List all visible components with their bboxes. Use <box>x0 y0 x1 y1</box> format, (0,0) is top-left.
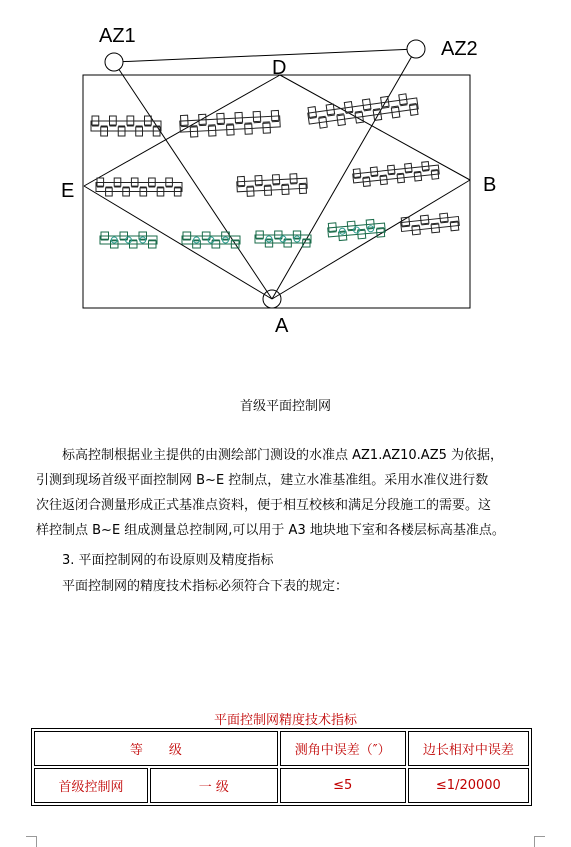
header-angle-error: 测角中误差（″） <box>280 731 406 766</box>
page-corner-mark <box>26 836 37 847</box>
building-footprint <box>182 232 240 248</box>
cell-angle: ≤5 <box>280 768 406 803</box>
cell-side: ≤1/20000 <box>408 768 529 803</box>
header-side-error: 边长相对中误差 <box>408 731 529 766</box>
section-heading: 3. 平面控制网的布设原则及精度指标 <box>62 548 540 573</box>
building-footprints <box>91 92 460 248</box>
point-az1-marker <box>105 53 123 71</box>
building-footprint <box>91 116 161 136</box>
label-e: E <box>61 180 74 202</box>
paragraph-precision-intro: 平面控制网的精度技术指标必须符合下表的规定： <box>62 574 540 599</box>
building-footprint <box>400 212 460 236</box>
cell-level: 一 级 <box>150 768 278 803</box>
building-footprint <box>327 219 385 242</box>
table-title: 平面控制网精度技术指标 <box>0 709 571 728</box>
label-az1: AZ1 <box>99 25 136 47</box>
page-corner-mark <box>534 836 545 847</box>
table-row <box>34 768 529 803</box>
building-footprint <box>352 161 439 188</box>
label-az2: AZ2 <box>441 38 478 60</box>
building-footprint <box>307 92 419 129</box>
paragraph-level-control <box>62 443 540 543</box>
header-grade: 等 级 <box>34 731 278 766</box>
point-az2-marker <box>407 40 425 58</box>
building-footprint <box>237 173 308 197</box>
table-header-row <box>34 731 529 766</box>
label-b: B <box>483 174 496 196</box>
building-footprint <box>179 110 280 137</box>
building-footprint <box>96 178 182 196</box>
label-a: A <box>275 315 289 337</box>
control-network-diagram <box>0 0 571 340</box>
building-footprint <box>255 231 311 247</box>
paragraph-line: 样控制点 B~E 组成测量总控制网,可以用于 A3 地块地下室和各楼层标高基准点。 <box>36 518 540 543</box>
paragraph-line: 引测到现场首级平面控制网 B~E 控制点，建立水准基准组。采用水准仪进行数 <box>36 468 540 493</box>
paragraph-line: 次往返闭合测量形成正式基准点资料，便于相互校核和满足分段施工的需要。这 <box>36 493 540 518</box>
label-d: D <box>272 57 286 79</box>
paragraph-line: 标高控制根据业主提供的由测绘部门测设的水准点 AZ1.AZ10.AZ5 为依据， <box>62 443 540 468</box>
network-lines <box>84 49 470 299</box>
cell-network-name: 首级控制网 <box>34 768 148 803</box>
precision-table <box>31 728 532 806</box>
building-footprint <box>100 232 157 248</box>
figure-caption: 首级平面控制网 <box>0 395 571 414</box>
